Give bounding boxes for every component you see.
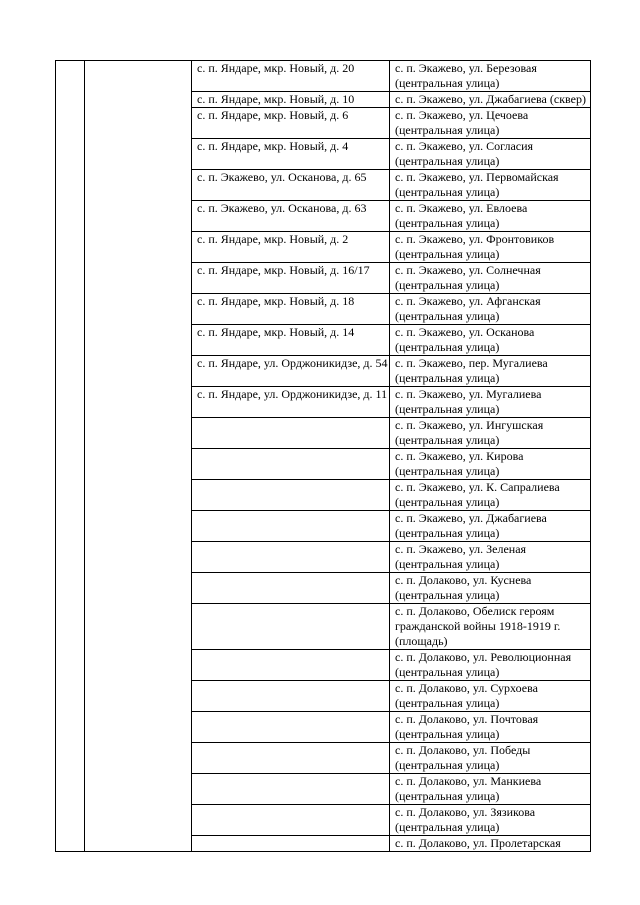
left-location-cell: с. п. Яндаре, мкр. Новый, д. 6 bbox=[192, 108, 390, 139]
name-column-cell bbox=[85, 61, 192, 852]
left-location-cell bbox=[192, 511, 390, 542]
right-location-cell: с. п. Экажево, ул. К. Сапралиева (центральная улица) bbox=[390, 480, 591, 511]
locations-table bbox=[55, 60, 591, 852]
left-location-cell: с. п. Яндаре, ул. Орджоникидзе, д. 11 bbox=[192, 387, 390, 418]
left-location-cell bbox=[192, 774, 390, 805]
left-location-cell bbox=[192, 573, 390, 604]
left-location-cell: с. п. Яндаре, мкр. Новый, д. 2 bbox=[192, 232, 390, 263]
left-location-cell: с. п. Яндаре, мкр. Новый, д. 18 bbox=[192, 294, 390, 325]
right-location-cell: с. п. Экажево, пер. Мугалиева (центральная улица) bbox=[390, 356, 591, 387]
left-location-cell bbox=[192, 449, 390, 480]
right-location-cell: с. п. Долаково, ул. Революционная (центральная улица) bbox=[390, 650, 591, 681]
right-location-cell: с. п. Долаково, ул. Почтовая (центральная улица) bbox=[390, 712, 591, 743]
right-location-cell: с. п. Экажево, ул. Согласия (центральная улица) bbox=[390, 139, 591, 170]
right-location-cell: с. п. Долаково, ул. Манкиева (центральная улица) bbox=[390, 774, 591, 805]
right-location-cell: с. п. Экажево, ул. Осканова (центральная улица) bbox=[390, 325, 591, 356]
left-location-cell bbox=[192, 805, 390, 836]
left-location-cell bbox=[192, 681, 390, 712]
right-location-cell: с. п. Долаково, ул. Зязикова (центральная улица) bbox=[390, 805, 591, 836]
left-location-cell: с. п. Экажево, ул. Осканова, д. 63 bbox=[192, 201, 390, 232]
right-location-cell: с. п. Экажево, ул. Цечоева (центральная улица) bbox=[390, 108, 591, 139]
left-location-cell: с. п. Яндаре, мкр. Новый, д. 16/17 bbox=[192, 263, 390, 294]
right-location-cell: с. п. Экажево, ул. Джабагиева (центральная улица) bbox=[390, 511, 591, 542]
right-location-cell: с. п. Экажево, ул. Ингушская (центральная улица) bbox=[390, 418, 591, 449]
right-location-cell: с. п. Долаково, Обелиск героям гражданской войны 1918-1919 г. (площадь) bbox=[390, 604, 591, 650]
left-location-cell bbox=[192, 650, 390, 681]
index-column-cell bbox=[56, 61, 85, 852]
left-location-cell: с. п. Яндаре, мкр. Новый, д. 10 bbox=[192, 92, 390, 108]
right-location-cell: с. п. Экажево, ул. Мугалиева (центральная улица) bbox=[390, 387, 591, 418]
left-location-cell: с. п. Экажево, ул. Осканова, д. 65 bbox=[192, 170, 390, 201]
locations-table-body bbox=[56, 61, 591, 852]
left-location-cell bbox=[192, 418, 390, 449]
left-location-cell bbox=[192, 836, 390, 852]
right-location-cell: с. п. Долаково, ул. Победы (центральная улица) bbox=[390, 743, 591, 774]
left-location-cell bbox=[192, 542, 390, 573]
right-location-cell: с. п. Долаково, ул. Пролетарская bbox=[390, 836, 591, 852]
table-row bbox=[56, 61, 591, 92]
left-location-cell bbox=[192, 712, 390, 743]
right-location-cell: с. п. Экажево, ул. Кирова (центральная улица) bbox=[390, 449, 591, 480]
right-location-cell: с. п. Экажево, ул. Зеленая (центральная улица) bbox=[390, 542, 591, 573]
left-location-cell bbox=[192, 604, 390, 650]
right-location-cell: с. п. Долаково, ул. Сурхоева (центральная улица) bbox=[390, 681, 591, 712]
right-location-cell: с. п. Экажево, ул. Первомайская (центральная улица) bbox=[390, 170, 591, 201]
right-location-cell: с. п. Экажево, ул. Березовая (центральная улица) bbox=[390, 61, 591, 92]
right-location-cell: с. п. Экажево, ул. Джабагиева (сквер) bbox=[390, 92, 591, 108]
left-location-cell: с. п. Яндаре, мкр. Новый, д. 20 bbox=[192, 61, 390, 92]
left-location-cell: с. п. Яндаре, мкр. Новый, д. 14 bbox=[192, 325, 390, 356]
right-location-cell: с. п. Долаково, ул. Куснева (центральная улица) bbox=[390, 573, 591, 604]
right-location-cell: с. п. Экажево, ул. Солнечная (центральная улица) bbox=[390, 263, 591, 294]
left-location-cell: с. п. Яндаре, ул. Орджоникидзе, д. 54 bbox=[192, 356, 390, 387]
right-location-cell: с. п. Экажево, ул. Афганская (центральная улица) bbox=[390, 294, 591, 325]
left-location-cell bbox=[192, 480, 390, 511]
right-location-cell: с. п. Экажево, ул. Евлоева (центральная улица) bbox=[390, 201, 591, 232]
right-location-cell: с. п. Экажево, ул. Фронтовиков (центральная улица) bbox=[390, 232, 591, 263]
left-location-cell bbox=[192, 743, 390, 774]
left-location-cell: с. п. Яндаре, мкр. Новый, д. 4 bbox=[192, 139, 390, 170]
